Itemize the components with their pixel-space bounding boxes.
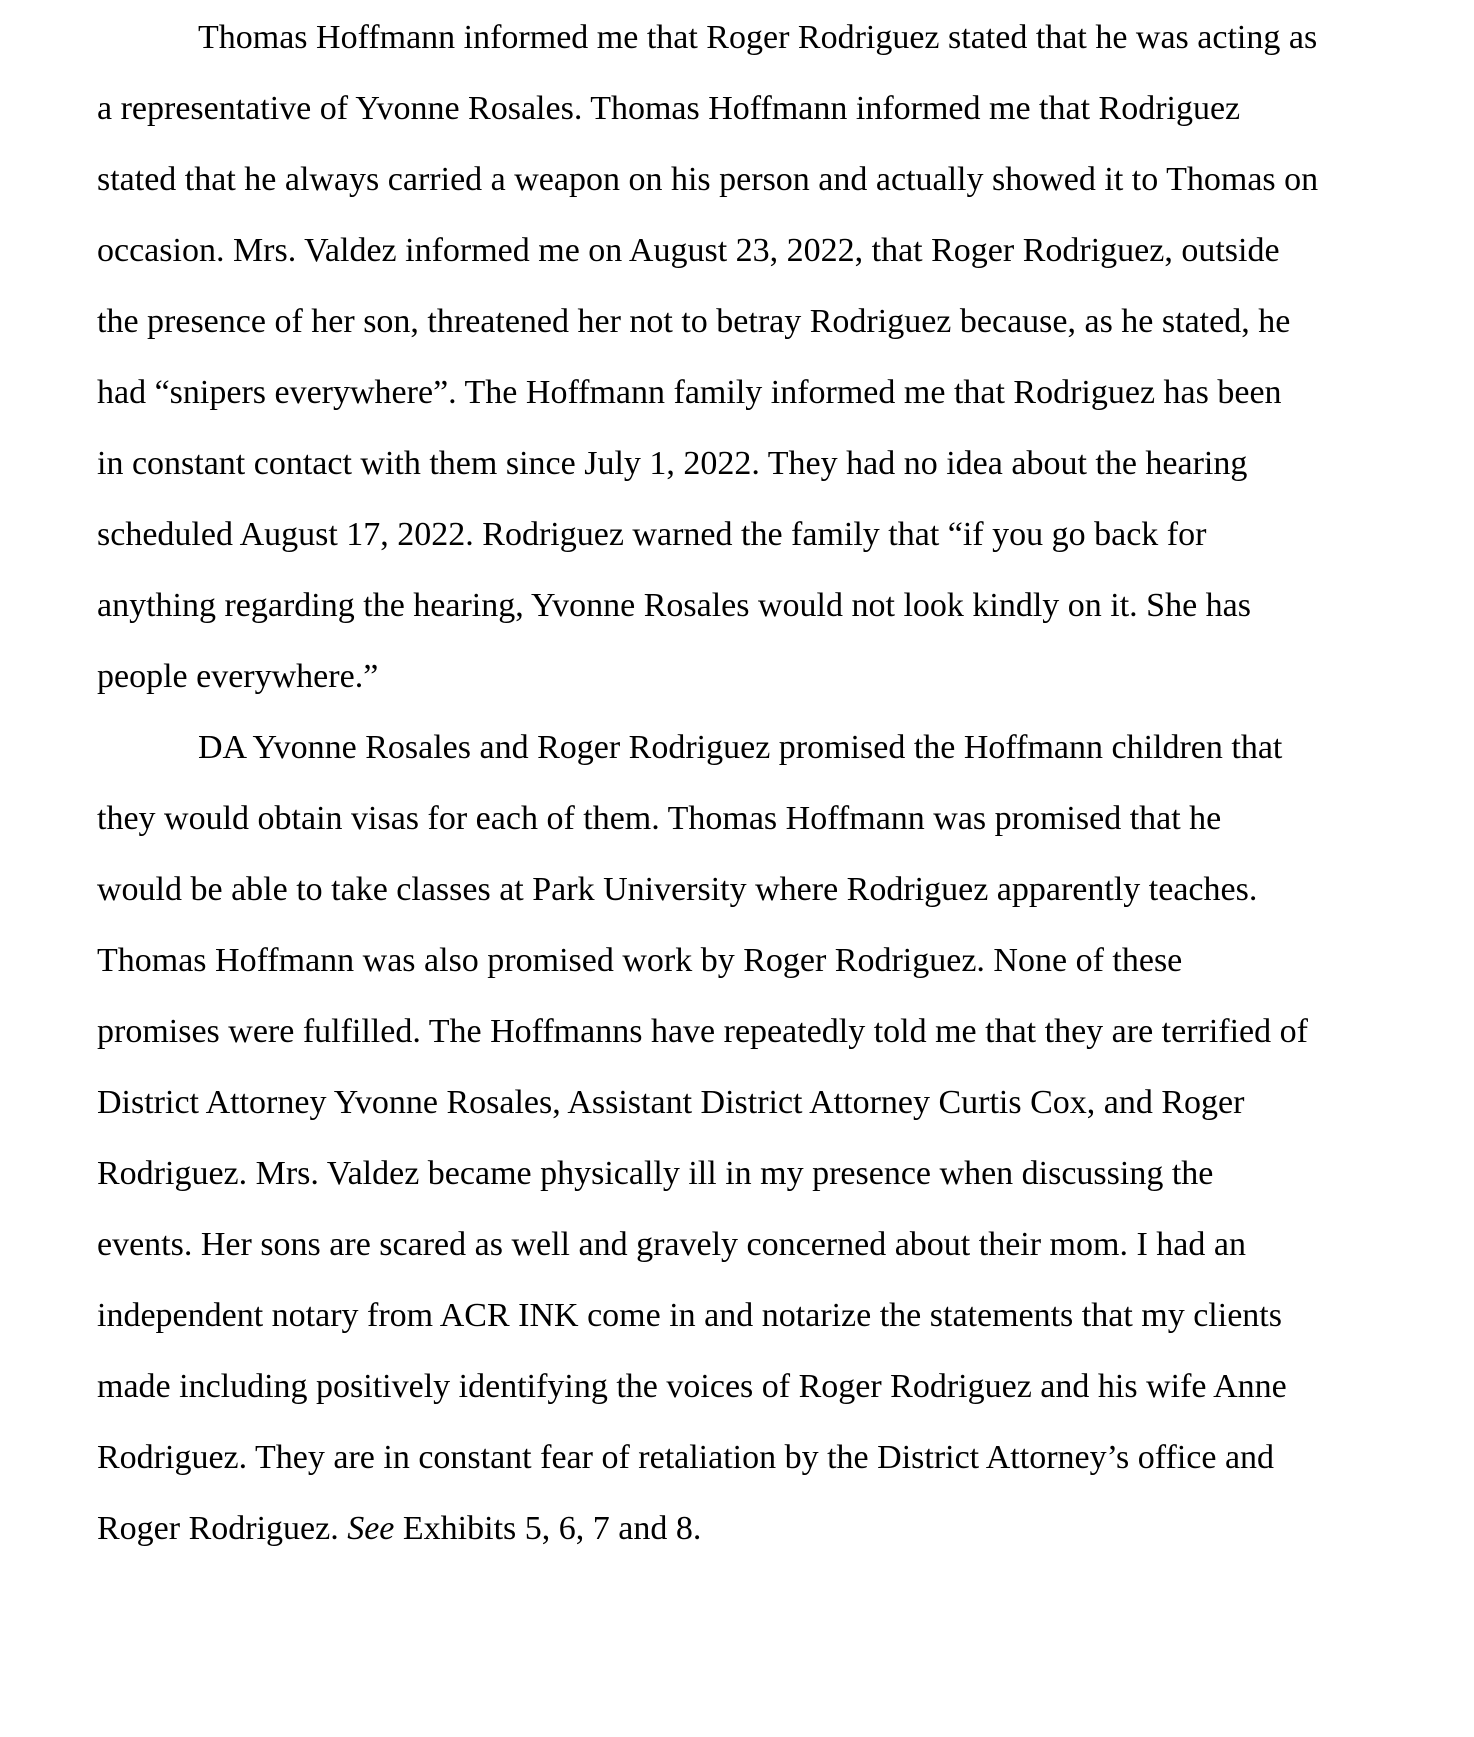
paragraph-2-line-3: would be able to take classes at Park University where Rodriguez apparently teaches. [97,871,1258,908]
exhibit-sentence-start: Roger Rodriguez. [97,1510,348,1547]
paragraph-2-line-2: they would obtain visas for each of them. Thomas Hoffmann was promised that he [97,800,1222,837]
paragraph-1-line-1: Thomas Hoffmann informed me that Roger Rodriguez stated that he was acting as [198,19,1318,56]
paragraph-2-line-8: events. Her sons are scared as well and gravely concerned about their mom. I had an [97,1226,1246,1263]
paragraph-2-line-7: Rodriguez. Mrs. Valdez became physically ill in my presence when discussing the [97,1155,1214,1192]
paragraph-2-line-1: DA Yvonne Rosales and Roger Rodriguez promised the Hoffmann children that [198,729,1283,766]
paragraph-2-line-4: Thomas Hoffmann was also promised work by Roger Rodriguez. None of these [97,942,1183,979]
paragraph-2-line-12 [97,1509,701,1549]
exhibit-reference: Exhibits 5, 6, 7 and 8. [394,1510,702,1547]
paragraph-1-line-3: stated that he always carried a weapon on his person and actually showed it to Thomas on [97,161,1319,198]
see-signal-italic: See [347,1510,395,1547]
paragraph-2-line-6: District Attorney Yvonne Rosales, Assistant District Attorney Curtis Cox, and Roger [97,1084,1245,1121]
paragraph-2-line-11: Rodriguez. They are in constant fear of retaliation by the District Attorney’s office and [97,1439,1275,1476]
paragraph-2-line-5: promises were fulfilled. The Hoffmanns have repeatedly told me that they are terrified of [97,1013,1308,1050]
paragraph-1-line-10: people everywhere.” [97,658,379,695]
paragraph-1-line-6: had “snipers everywhere”. The Hoffmann family informed me that Rodriguez has been [97,374,1282,411]
paragraph-1-line-8: scheduled August 17, 2022. Rodriguez warned the family that “if you go back for [97,516,1207,553]
paragraph-1-line-4: occasion. Mrs. Valdez informed me on August 23, 2022, that Roger Rodriguez, outside [97,232,1280,269]
paragraph-2-line-9: independent notary from ACR INK come in and notarize the statements that my clients [97,1297,1282,1334]
paragraph-1-line-5: the presence of her son, threatened her not to betray Rodriguez because, as he stated, he [97,303,1291,340]
paragraph-1-line-7: in constant contact with them since July 1, 2022. They had no idea about the hearing [97,445,1248,482]
paragraph-1-line-9: anything regarding the hearing, Yvonne Rosales would not look kindly on it. She has [97,587,1251,624]
paragraph-1-line-2: a representative of Yvonne Rosales. Thomas Hoffmann informed me that Rodriguez [97,90,1241,127]
paragraph-2-line-10: made including positively identifying the voices of Roger Rodriguez and his wife Anne [97,1368,1287,1405]
